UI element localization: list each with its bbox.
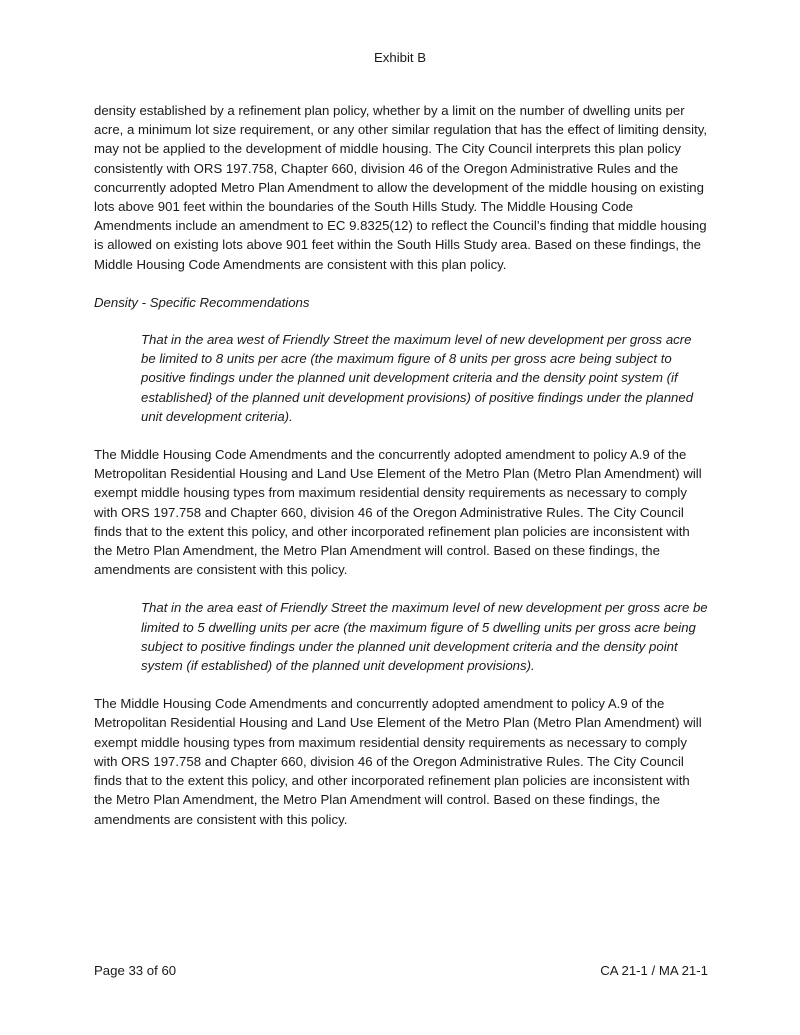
document-body (94, 101, 708, 848)
exhibit-title: Exhibit B (373, 50, 427, 65)
section-subheading: Density - Specific Recommendations (94, 294, 310, 310)
body-paragraph: The Middle Housing Code Amendments and the concurrently adopted amendment to policy A.9 of the Metropolitan Residential Housing and Land Use Element of the Metro Plan (Metro Plan Amendment) will exempt middle housing types from maximum residential density requirements as necessary to comply with ORS 197.758 and Chapter 660, division 46 of the Oregon Administrative Rules. The City Council finds that to the extent this policy, and other incorporated refinement plan policies are inconsistent with the Metro Plan Amendment, the Metro Plan Amendment will control. Based on these findings, the amendments are consistent with this policy. (94, 447, 702, 578)
case-reference: CA 21-1 / MA 21-1 (600, 963, 708, 978)
policy-quote: That in the area east of Friendly Street the maximum level of new development per gross acre be limited to 5 dwelling units per acre (the maximum figure of 5 dwelling units per gross acre being subject to positive findings under the planned unit development criteria and the density point system (if established) of the planned unit development provisions). (141, 600, 708, 674)
page-header (0, 48, 800, 67)
body-paragraph: density established by a refinement plan policy, whether by a limit on the number of dwelling units per acre, a minimum lot size requirement, or any other similar regulation that has the effect of limiting density, may not be applied to the development of middle housing. The City Council interprets this plan policy consistently with ORS 197.758, Chapter 660, division 46 of the Oregon Administrative Rules and the concurrently adopted Metro Plan Amendment to allow the development of the middle housing on existing lots above 901 feet within the boundaries of the South Hills Study. The Middle Housing Code Amendments include an amendment to EC 9.8325(12) to reflect the Council’s finding that middle housing is allowed on existing lots above 901 feet within the South Hills Study area. Based on these findings, the Middle Housing Code Amendments are consistent with this plan policy. (94, 103, 708, 272)
body-paragraph: The Middle Housing Code Amendments and concurrently adopted amendment to policy A.9 of the Metropolitan Residential Housing and Land Use Element of the Metro Plan (Metro Plan Amendment) will exempt middle housing types from maximum residential density requirements as necessary to comply with ORS 197.758 and Chapter 660, division 46 of the Oregon Administrative Rules. The City Council finds that to the extent this policy, and other incorporated refinement plan policies are inconsistent with the Metro Plan Amendment, the Metro Plan Amendment will control. Based on these findings, the amendments are consistent with this policy. (94, 696, 702, 827)
page-number: Page 33 of 60 (94, 963, 177, 978)
policy-quote: That in the area west of Friendly Street the maximum level of new development per gross acre be limited to 8 units per acre (the maximum figure of 8 units per gross acre being subject to positive findings under the planned unit development criteria and the density point system (if established} of the planned unit development provisions) of positive findings under the planned unit development criteria). (141, 332, 694, 424)
